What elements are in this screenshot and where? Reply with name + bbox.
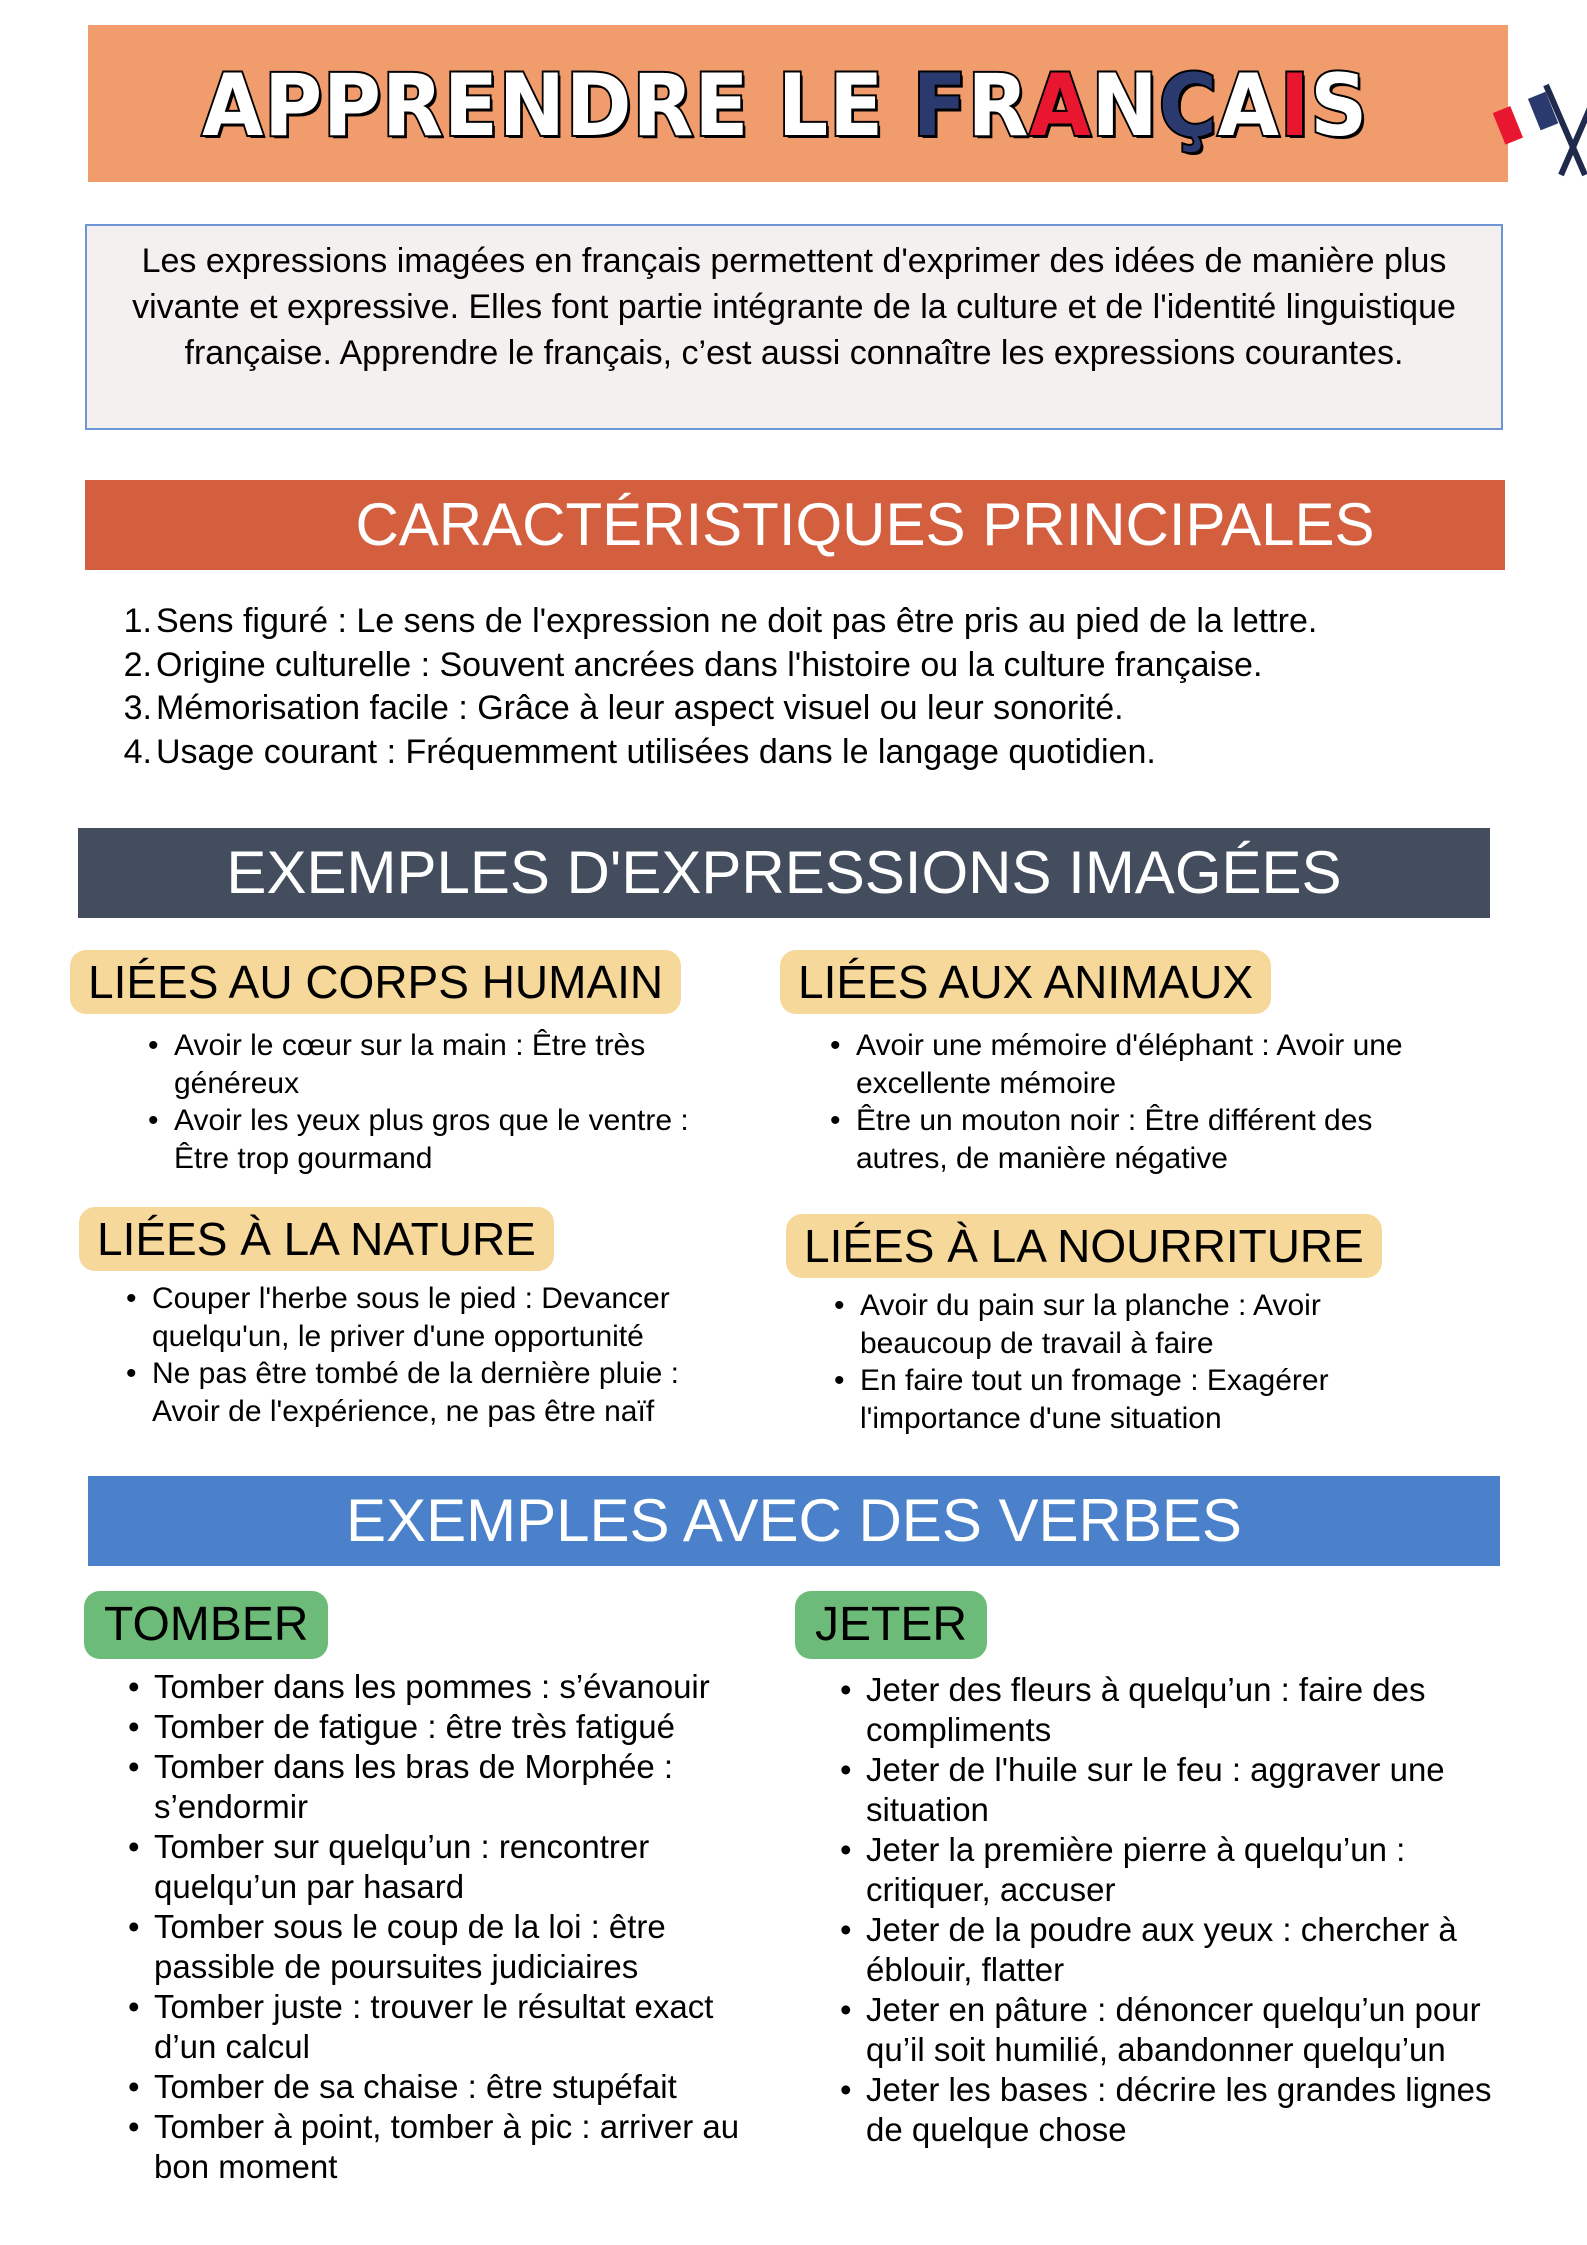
list-item: • Ne pas être tombé de la dernière pluie : Avoir de l'expérience, ne pas être naïf (126, 1355, 746, 1430)
title-letter: F (912, 56, 968, 156)
title-letter: I (1279, 56, 1311, 156)
list-item: • Avoir du pain sur la planche : Avoir beaucoup de travail à faire (834, 1287, 1434, 1362)
list-item: 3. Mémorisation facile : Grâce à leur aspect visuel ou leur sonorité. (123, 689, 1124, 727)
list-item: • Tomber sous le coup de la loi : être passible de poursuites judiciaires (128, 1907, 768, 1987)
list-item: • Jeter en pâture : dénoncer quelqu’un pour qu’il soit humilié, abandonner quelqu’un (840, 1990, 1520, 2070)
category-list-corps-humain (148, 1027, 738, 1177)
title-letter: A (1029, 56, 1092, 156)
title-banner (88, 25, 1508, 182)
list-item: • Tomber dans les bras de Morphée : s’endormir (128, 1747, 768, 1827)
title-part-1: APPRENDRE LE (202, 56, 913, 156)
intro-box (85, 224, 1503, 430)
list-item: • Couper l'herbe sous le pied : Devancer quelqu'un, le priver d'une opportunité (126, 1280, 746, 1355)
verb-list-tomber (128, 1667, 768, 2187)
crossed-french-flags-icon (1493, 80, 1587, 180)
verb-pill-jeter: JETER (795, 1591, 987, 1659)
verb-list-jeter (840, 1670, 1520, 2150)
list-item: • Tomber sur quelqu’un : rencontrer quelqu’un par hasard (128, 1827, 768, 1907)
list-item: • En faire tout un fromage : Exagérer l'importance d'une situation (834, 1362, 1434, 1437)
category-pill-nourriture: LIÉES À LA NOURRITURE (786, 1214, 1382, 1278)
list-item: • Jeter des fleurs à quelqu’un : faire des compliments (840, 1670, 1520, 1750)
title-letter: S (1310, 56, 1369, 156)
list-item: • Avoir le cœur sur la main : Être très généreux (148, 1027, 738, 1102)
list-item: • Tomber juste : trouver le résultat exact d’un calcul (128, 1987, 768, 2067)
list-item: • Tomber de sa chaise : être stupéfait (128, 2067, 768, 2107)
list-item: • Jeter de l'huile sur le feu : aggraver une situation (840, 1750, 1520, 1830)
characteristics-list (112, 600, 1512, 774)
list-item: • Tomber dans les pommes : s’évanouir (128, 1667, 768, 1707)
section-header-characteristics: CARACTÉRISTIQUES PRINCIPALES (85, 480, 1505, 570)
list-item: • Jeter la première pierre à quelqu’un : critiquer, accuser (840, 1830, 1520, 1910)
category-list-animaux (830, 1027, 1470, 1177)
list-item: 4. Usage courant : Fréquemment utilisées dans le langage quotidien. (123, 732, 1156, 771)
title-letter: N (1091, 56, 1159, 156)
page-title (202, 51, 1368, 161)
title-letter: Ç (1158, 56, 1218, 156)
intro-text: Les expressions imagées en français permettent d'exprimer des idées de manière plus vivante et expressive. Elles font partie intégrante de la culture et de l'identité linguistique française. Apprendre le français, c’est aussi connaître les expressions courantes. (132, 242, 1456, 372)
category-pill-animaux: LIÉES AUX ANIMAUX (780, 950, 1271, 1014)
section-header-examples: EXEMPLES D'EXPRESSIONS IMAGÉES (78, 828, 1490, 918)
list-item: • Tomber de fatigue : être très fatigué (128, 1707, 768, 1747)
list-item: • Jeter de la poudre aux yeux : chercher à éblouir, flatter (840, 1910, 1520, 1990)
title-letter: A (1217, 56, 1280, 156)
category-list-nature (126, 1280, 746, 1430)
list-item: 2. Origine culturelle : Souvent ancrées dans l'histoire ou la culture française. (123, 645, 1263, 684)
title-letter: R (967, 56, 1030, 156)
list-item: • Jeter les bases : décrire les grandes lignes de quelque chose (840, 2070, 1520, 2150)
section-header-verbs: EXEMPLES AVEC DES VERBES (88, 1476, 1500, 1566)
list-item: • Être un mouton noir : Être différent des autres, de manière négative (830, 1102, 1470, 1177)
category-pill-corps-humain: LIÉES AU CORPS HUMAIN (70, 950, 681, 1014)
category-list-nourriture (834, 1287, 1434, 1437)
list-item: • Tomber à point, tomber à pic : arriver au bon moment (128, 2107, 768, 2187)
list-item: 1. Sens figuré : Le sens de l'expression ne doit pas être pris au pied de la lettre. (123, 602, 1318, 640)
list-item: • Avoir une mémoire d'éléphant : Avoir une excellente mémoire (830, 1027, 1470, 1102)
list-item: • Avoir les yeux plus gros que le ventre : Être trop gourmand (148, 1102, 738, 1177)
verb-pill-tomber: TOMBER (84, 1591, 328, 1659)
title-word-francais (913, 56, 1369, 156)
category-pill-nature: LIÉES À LA NATURE (79, 1207, 554, 1271)
